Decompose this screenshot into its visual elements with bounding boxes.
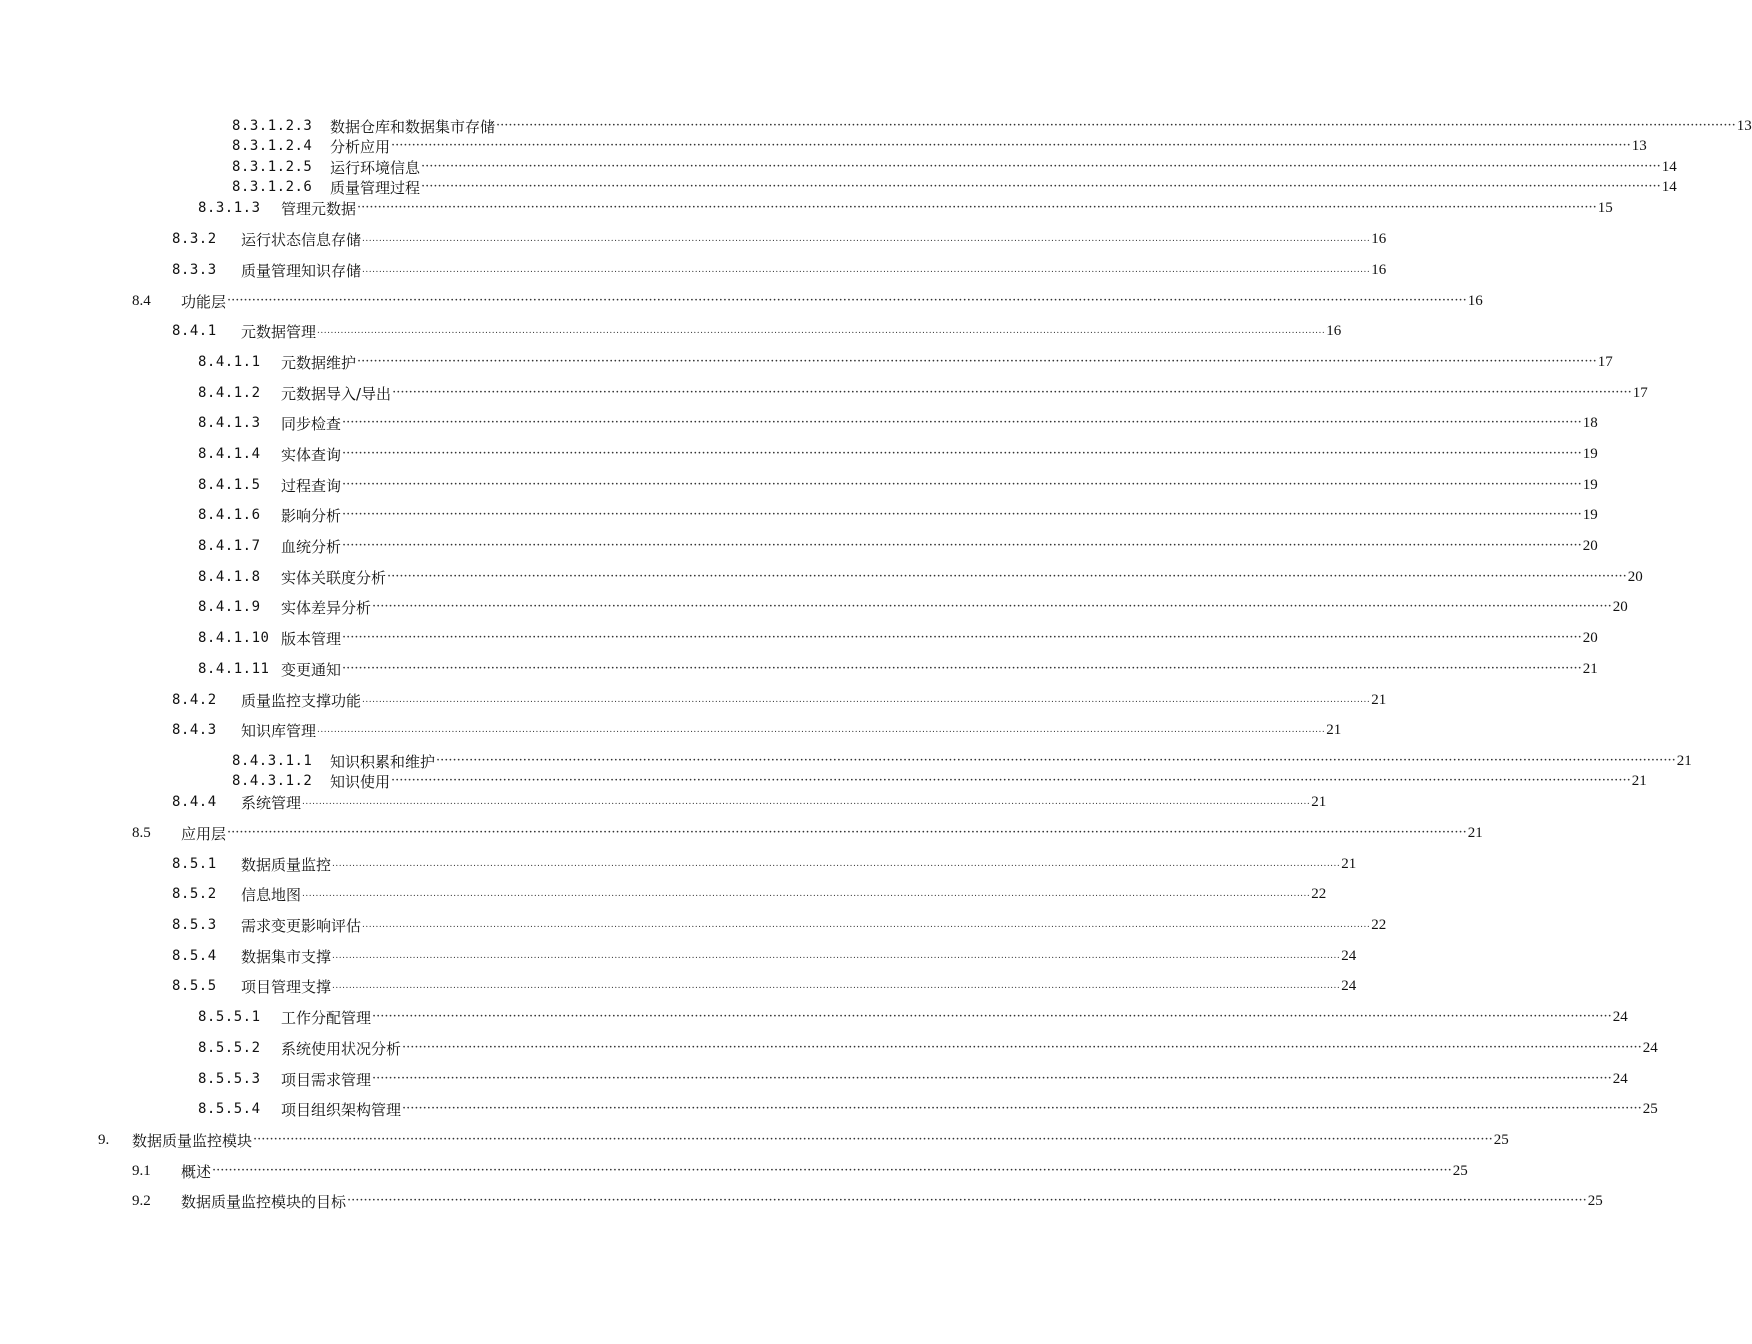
toc-entry-page-number: 17 [1632, 384, 1648, 401]
toc-entry-number: 8.5.5.1 [198, 1009, 261, 1025]
toc-entry[interactable] [232, 136, 1647, 156]
toc-entry-title: 项目需求管理 [281, 1070, 372, 1089]
toc-entry-page-number: 20 [1582, 537, 1598, 554]
toc-entry-title: 版本管理 [281, 629, 342, 648]
toc-entry-number: 8.4.4 [172, 794, 217, 810]
toc-entry[interactable] [198, 597, 1628, 617]
dot-leader: ············································································································································································································································································································ [372, 1071, 1612, 1086]
toc-entry-number: 8.4.3.1.2 [232, 773, 313, 789]
toc-entry-title: 影响分析 [281, 506, 342, 525]
toc-entry-page-number: 21 [1326, 721, 1342, 738]
toc-entry-title: 数据质量监控模块 [132, 1131, 253, 1150]
toc-entry-title: 功能层 [181, 292, 227, 311]
toc-entry-number: 8.3.1.2.5 [232, 159, 313, 175]
toc-entry-page-number: 19 [1582, 506, 1598, 523]
dot-leader: ············································································································································································································································································································ [387, 569, 1627, 584]
toc-entry-title: 质量监控支撑功能 [241, 691, 362, 710]
toc-entry-number: 8.4.3.1.1 [232, 753, 313, 769]
toc-entry-number: 8.4.1.2 [198, 385, 261, 401]
toc-entry-page-number: 14 [1661, 178, 1677, 195]
dot-leader: ............................................................................................................................................................................................................................................................................................................ [317, 725, 1326, 735]
toc-entry[interactable] [98, 1130, 1509, 1150]
dot-leader: ............................................................................................................................................................................................................................................................................................................ [362, 234, 1371, 244]
dot-leader: ············································································································································································································································································································ [436, 753, 1676, 768]
dot-leader: ............................................................................................................................................................................................................................................................................................................ [362, 695, 1371, 705]
toc-entry-number: 8.4.1.4 [198, 446, 261, 462]
toc-entry[interactable] [172, 321, 1342, 341]
toc-entry[interactable] [132, 291, 1483, 311]
toc-entry-number: 9. [98, 1131, 110, 1148]
toc-entry[interactable] [172, 915, 1387, 935]
toc-entry-number: 8.4.3 [172, 722, 217, 738]
dot-leader: ············································································································································································································································································································ [392, 385, 1632, 400]
toc-entry-page-number: 24 [1612, 1008, 1628, 1025]
toc-entry-title: 工作分配管理 [281, 1008, 372, 1027]
dot-leader: ············································································································································································································································································································ [496, 118, 1736, 133]
toc-entry-number: 8.5.2 [172, 886, 217, 902]
toc-entry[interactable] [172, 720, 1342, 740]
dot-leader: ············································································································································································································································································································ [372, 1009, 1612, 1024]
toc-entry-number: 8.4.2 [172, 692, 217, 708]
toc-entry-number: 8.4 [132, 292, 151, 309]
toc-entry-page-number: 19 [1582, 476, 1598, 493]
toc-entry-title: 数据质量监控 [241, 855, 332, 874]
toc-entry-page-number: 14 [1661, 158, 1677, 175]
toc-entry[interactable] [198, 505, 1598, 525]
toc-entry[interactable] [132, 823, 1483, 843]
toc-entry-title: 管理元数据 [281, 199, 357, 218]
toc-entry[interactable] [198, 1038, 1658, 1058]
toc-entry-title: 元数据导入/导出 [281, 384, 392, 403]
dot-leader: ············································································································································································································································································································ [342, 446, 1582, 461]
toc-entry[interactable] [232, 177, 1677, 197]
dot-leader: ············································································································································································································································································································ [342, 415, 1582, 430]
toc-entry-number: 8.4.1 [172, 323, 217, 339]
toc-entry-page-number: 25 [1587, 1192, 1603, 1209]
dot-leader: ············································································································································································································································································································ [347, 1193, 1587, 1208]
toc-entry-page-number: 21 [1311, 793, 1327, 810]
toc-entry[interactable] [172, 792, 1327, 812]
dot-leader: ............................................................................................................................................................................................................................................................................................................ [332, 951, 1341, 961]
toc-entry[interactable] [198, 1007, 1628, 1027]
toc-entry-page-number: 16 [1467, 292, 1483, 309]
dot-leader: ············································································································································································································································································································ [357, 200, 1597, 215]
dot-leader: ············································································································································································································································································································ [212, 1163, 1452, 1178]
toc-entry-title: 血统分析 [281, 537, 342, 556]
toc-entry-number: 8.3.1.2.4 [232, 138, 313, 154]
toc-entry-number: 8.5.4 [172, 948, 217, 964]
toc-entry[interactable] [132, 1191, 1603, 1211]
toc-entry-number: 8.4.1.3 [198, 415, 261, 431]
toc-entry[interactable] [232, 771, 1647, 791]
toc-entry-page-number: 20 [1627, 568, 1643, 585]
toc-entry-title: 数据集市支撑 [241, 947, 332, 966]
toc-entry-title: 质量管理知识存储 [241, 261, 362, 280]
toc-entry[interactable] [198, 198, 1613, 218]
toc-entry[interactable] [198, 475, 1598, 495]
toc-entry-number: 8.5.5.4 [198, 1101, 261, 1117]
toc-entry-number: 8.3.1.3 [198, 200, 261, 216]
toc-entry-number: 8.5.5.2 [198, 1040, 261, 1056]
dot-leader: ............................................................................................................................................................................................................................................................................................................ [302, 889, 1311, 899]
toc-entry-page-number: 25 [1452, 1162, 1468, 1179]
toc-entry-title: 系统管理 [241, 793, 302, 812]
dot-leader: ············································································································································································································································································································ [421, 159, 1661, 174]
toc-entry-number: 8.4.1.1 [198, 354, 261, 370]
dot-leader: ············································································································································································································································································································ [227, 825, 1467, 840]
toc-entry-number: 8.4.1.5 [198, 477, 261, 493]
toc-entry-number: 8.5.5.3 [198, 1071, 261, 1087]
toc-entry-title: 知识库管理 [241, 721, 317, 740]
toc-entry-title: 项目组织架构管理 [281, 1100, 402, 1119]
toc-entry-number: 8.4.1.6 [198, 507, 261, 523]
toc-entry-page-number: 15 [1597, 199, 1613, 216]
toc-entry-page-number: 25 [1642, 1100, 1658, 1117]
toc-entry-title: 数据质量监控模块的目标 [181, 1192, 347, 1211]
toc-entry-page-number: 13 [1631, 137, 1647, 154]
toc-entry-page-number: 19 [1582, 445, 1598, 462]
toc-entry-title: 同步检查 [281, 414, 342, 433]
toc-entry[interactable] [198, 536, 1598, 556]
toc-entry-title: 元数据维护 [281, 353, 357, 372]
toc-entry[interactable] [198, 659, 1598, 679]
dot-leader: ············································································································································································································································································································ [391, 138, 1631, 153]
toc-entry-number: 8.3.1.2.6 [232, 179, 313, 195]
dot-leader: ············································································································································································································································································································ [253, 1132, 1493, 1147]
toc-entry-number: 8.5.5 [172, 978, 217, 994]
dot-leader: ............................................................................................................................................................................................................................................................................................................ [302, 797, 1311, 807]
dot-leader: ············································································································································································································································································································ [342, 630, 1582, 645]
toc-entry[interactable] [198, 567, 1643, 587]
toc-entry-title: 数据仓库和数据集市存储 [330, 117, 496, 136]
toc-entry-page-number: 21 [1631, 772, 1647, 789]
toc-entry[interactable] [172, 260, 1387, 280]
toc-entry-page-number: 18 [1582, 414, 1598, 431]
toc-entry[interactable] [172, 690, 1387, 710]
dot-leader: ............................................................................................................................................................................................................................................................................................................ [317, 326, 1326, 336]
toc-entry-page-number: 16 [1371, 230, 1387, 247]
toc-entry[interactable] [198, 628, 1598, 648]
toc-entry-page-number: 16 [1326, 322, 1342, 339]
toc-entry-number: 8.5.3 [172, 917, 217, 933]
dot-leader: ············································································································································································································································································································ [342, 507, 1582, 522]
toc-entry-number: 8.5 [132, 824, 151, 841]
toc-entry-title: 项目管理支撑 [241, 977, 332, 996]
toc-entry-number: 8.3.2 [172, 231, 217, 247]
toc-entry-number: 8.4.1.10 [198, 630, 270, 646]
toc-entry-page-number: 24 [1341, 947, 1357, 964]
toc-entry-number: 8.4.1.8 [198, 569, 261, 585]
dot-leader: ············································································································································································································································································································ [342, 661, 1582, 676]
dot-leader: ············································································································································································································································································································ [402, 1101, 1642, 1116]
dot-leader: ············································································································································································································································································································ [402, 1040, 1642, 1055]
toc-entry-number: 8.4.1.7 [198, 538, 261, 554]
toc-entry-title: 元数据管理 [241, 322, 317, 341]
toc-entry-number: 9.2 [132, 1192, 151, 1209]
dot-leader: ............................................................................................................................................................................................................................................................................................................ [332, 981, 1341, 991]
toc-entry-page-number: 16 [1371, 261, 1387, 278]
dot-leader: ············································································································································································································································································································ [357, 354, 1597, 369]
dot-leader: ············································································································································································································································································································ [372, 599, 1612, 614]
toc-entry-title: 应用层 [181, 824, 227, 843]
toc-entry-page-number: 21 [1467, 824, 1483, 841]
toc-entry[interactable] [172, 854, 1357, 874]
toc-entry[interactable] [198, 413, 1598, 433]
toc-entry-number: 8.3.3 [172, 262, 217, 278]
toc-entry[interactable] [172, 229, 1387, 249]
toc-entry-title: 系统使用状况分析 [281, 1039, 402, 1058]
toc-entry-title: 知识使用 [330, 772, 391, 791]
dot-leader: ············································································································································································································································································································ [421, 179, 1661, 194]
toc-entry-title: 概述 [181, 1162, 212, 1181]
toc-entry[interactable] [232, 116, 1752, 136]
dot-leader: ............................................................................................................................................................................................................................................................................................................ [362, 920, 1371, 930]
toc-entry-title: 实体查询 [281, 445, 342, 464]
toc-entry-title: 知识积累和维护 [330, 752, 436, 771]
toc-entry-page-number: 21 [1371, 691, 1387, 708]
toc-entry[interactable] [232, 157, 1677, 177]
toc-entry-number: 8.3.1.2.3 [232, 118, 313, 134]
toc-entry-number: 8.5.1 [172, 856, 217, 872]
toc-entry-title: 过程查询 [281, 476, 342, 495]
toc-entry-page-number: 24 [1612, 1070, 1628, 1087]
dot-leader: ············································································································································································································································································································ [342, 538, 1582, 553]
toc-entry-page-number: 21 [1676, 752, 1692, 769]
toc-entry-title: 运行环境信息 [330, 158, 421, 177]
toc-entry-page-number: 22 [1311, 885, 1327, 902]
toc-entry[interactable] [198, 1069, 1628, 1089]
toc-entry-number: 8.4.1.11 [198, 661, 270, 677]
toc-entry[interactable] [132, 1161, 1468, 1181]
toc-entry[interactable] [172, 884, 1327, 904]
toc-entry[interactable] [172, 946, 1357, 966]
toc-entry-page-number: 24 [1341, 977, 1357, 994]
toc-entry-page-number: 21 [1341, 855, 1357, 872]
toc-entry[interactable] [198, 1099, 1658, 1119]
toc-entry-title: 信息地图 [241, 885, 302, 904]
toc-entry[interactable] [232, 751, 1692, 771]
toc-entry-number: 8.4.1.9 [198, 599, 261, 615]
toc-entry[interactable] [172, 976, 1357, 996]
dot-leader: ············································································································································································································································································································ [342, 477, 1582, 492]
dot-leader: ............................................................................................................................................................................................................................................................................................................ [332, 859, 1341, 869]
toc-entry[interactable] [198, 352, 1613, 372]
dot-leader: ............................................................................................................................................................................................................................................................................................................ [362, 265, 1371, 275]
toc-entry-page-number: 24 [1642, 1039, 1658, 1056]
toc-entry-page-number: 20 [1612, 598, 1628, 615]
toc-entry-page-number: 21 [1582, 660, 1598, 677]
toc-entry-page-number: 25 [1493, 1131, 1509, 1148]
dot-leader: ············································································································································································································································································································ [391, 773, 1631, 788]
toc-entry-page-number: 17 [1597, 353, 1613, 370]
toc-entry-title: 变更通知 [281, 660, 342, 679]
toc-entry-page-number: 22 [1371, 916, 1387, 933]
toc-entry[interactable] [198, 444, 1598, 464]
toc-entry-number: 9.1 [132, 1162, 151, 1179]
toc-entry-page-number: 20 [1582, 629, 1598, 646]
toc-entry-title: 实体关联度分析 [281, 568, 387, 587]
toc-entry-title: 运行状态信息存储 [241, 230, 362, 249]
toc-entry-title: 质量管理过程 [330, 178, 421, 197]
toc-entry[interactable] [198, 383, 1648, 403]
toc-entry-title: 分析应用 [330, 137, 391, 156]
toc-entry-title: 实体差异分析 [281, 598, 372, 617]
toc-entry-title: 需求变更影响评估 [241, 916, 362, 935]
toc-entry-page-number: 13 [1736, 117, 1752, 134]
dot-leader: ············································································································································································································································································································ [227, 293, 1467, 308]
